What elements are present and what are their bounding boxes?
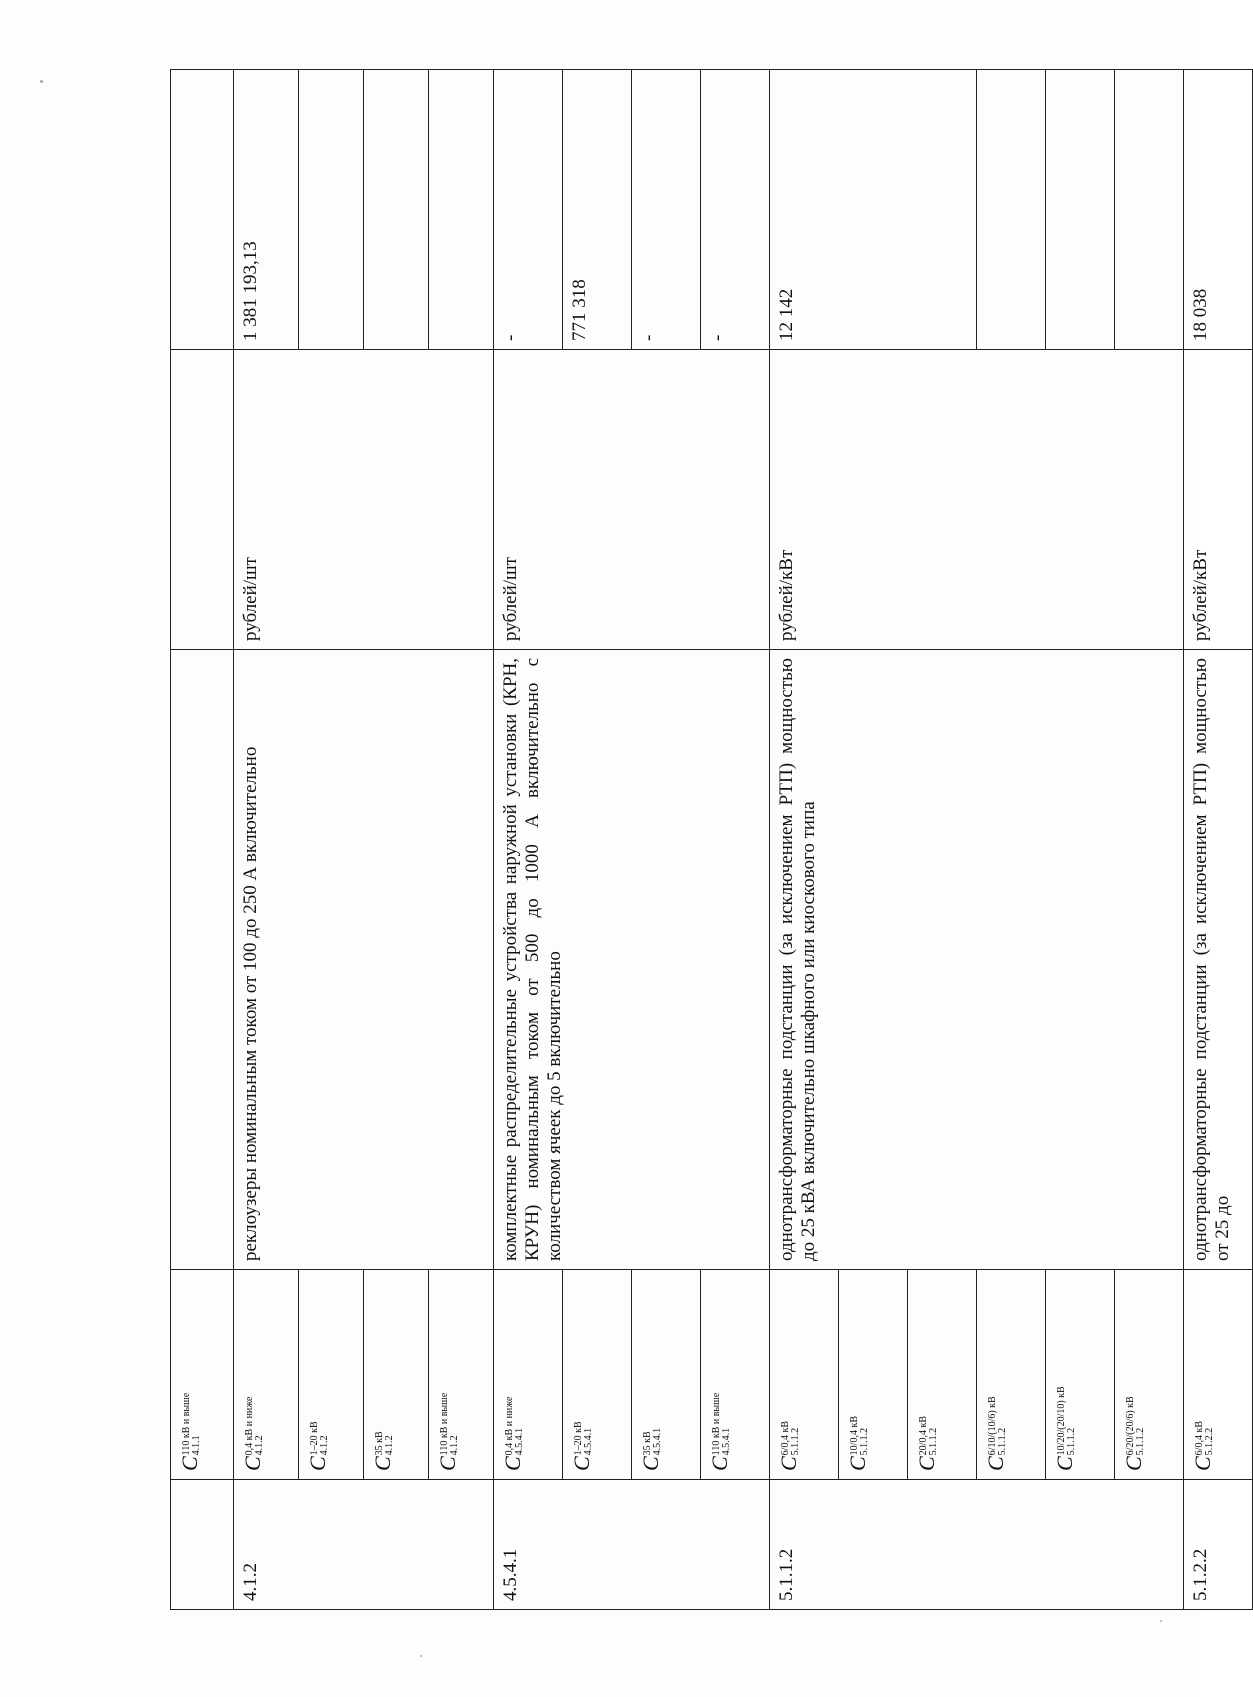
- rate-symbol: C 10/0,4 кВ 5.1.1.2: [839, 1270, 908, 1480]
- rate-symbol: C 6/20/(20/6) кВ 5.1.1.2: [1115, 1270, 1184, 1480]
- rate-symbol: C 6/10/(10/6) кВ 5.1.1.2: [977, 1270, 1046, 1480]
- item-code: 5.1.1.2: [770, 1480, 1184, 1610]
- item-description: комплектные распределительные устройства наружной установки (КРН, КРУН) номинальным током от 500 до 1000 А включительно с количеством ячеек до 5 включительно: [494, 650, 770, 1270]
- table-row: [770, 70, 839, 1610]
- rate-symbol: C 110 кВ и выше 4.5.4.1: [701, 1270, 770, 1480]
- rate-symbol: C 10/20/(20/10) кВ 5.1.1.2: [1046, 1270, 1115, 1480]
- scan-speck: [420, 1655, 422, 1657]
- rate-symbol: C 0,4 кВ и ниже 4.5.4.1: [494, 1270, 563, 1480]
- rate-symbol: C 35 кВ 4.5.4.1: [632, 1270, 701, 1480]
- rate-symbol: C 6/0,4 кВ 5.1.2.2: [1184, 1270, 1253, 1480]
- item-description: [171, 650, 234, 1270]
- item-description: реклоузеры номинальным током от 100 до 250 А включительно: [234, 650, 494, 1270]
- rate-value: [977, 70, 1046, 350]
- rate-value: -: [701, 70, 770, 350]
- rate-value: -: [494, 70, 563, 350]
- item-description: однотрансформаторные подстанции (за исключением РТП) мощностью от 25 до: [1184, 650, 1253, 1270]
- unit-of-measure: [171, 350, 234, 650]
- rate-symbol: C 110 кВ и выше 4.1.2: [429, 1270, 494, 1480]
- item-code: 5.1.2.2: [1184, 1480, 1253, 1610]
- rate-value: -: [632, 70, 701, 350]
- table-row: [494, 70, 563, 1610]
- rate-symbol: C 110 кВ и выше 4.1.1: [171, 1270, 234, 1480]
- rate-symbol: C 6/0,4 кВ 5.1.1.2: [770, 1270, 839, 1480]
- unit-of-measure: рублей/кВт: [770, 350, 1184, 650]
- item-code: [171, 1480, 234, 1610]
- rate-value: [1115, 70, 1184, 350]
- rate-symbol: C 1–20 кВ 4.5.4.1: [563, 1270, 632, 1480]
- rate-value: 771 318: [563, 70, 632, 350]
- scan-speck: [40, 80, 43, 83]
- rate-value: [171, 70, 234, 350]
- table-row: [171, 70, 234, 1610]
- unit-of-measure: рублей/шт: [234, 350, 494, 650]
- rate-value: 18 038: [1184, 70, 1253, 350]
- table-rotation-frame: [170, 70, 1233, 1610]
- scan-speck: [1160, 1620, 1162, 1622]
- item-code: 4.5.4.1: [494, 1480, 770, 1610]
- rate-symbol: C 0,4 кВ и ниже 4.1.2: [234, 1270, 299, 1480]
- unit-of-measure: рублей/шт: [494, 350, 770, 650]
- item-description: однотрансформаторные подстанции (за исключением РТП) мощностью до 25 кВА включительно шкафного или киоскового типа: [770, 650, 1184, 1270]
- unit-of-measure: рублей/кВт: [1184, 350, 1253, 650]
- rate-value: [429, 70, 494, 350]
- item-code: 4.1.2: [234, 1480, 494, 1610]
- rate-symbol: C 20/0,4 кВ 5.1.1.2: [908, 1270, 977, 1480]
- table-row: [1184, 70, 1253, 1610]
- rate-symbol: C 35 кВ 4.1.2: [364, 1270, 429, 1480]
- rate-symbol: C 1–20 кВ 4.1.2: [299, 1270, 364, 1480]
- rate-value: [364, 70, 429, 350]
- table-row: [234, 70, 299, 1610]
- rate-value: 1 381 193,13: [234, 70, 299, 350]
- rate-value: [299, 70, 364, 350]
- tariff-table: [170, 69, 1253, 1610]
- rate-value: 12 142: [770, 70, 977, 350]
- rate-value: [1046, 70, 1115, 350]
- rotated-table-container: [170, 70, 1233, 1610]
